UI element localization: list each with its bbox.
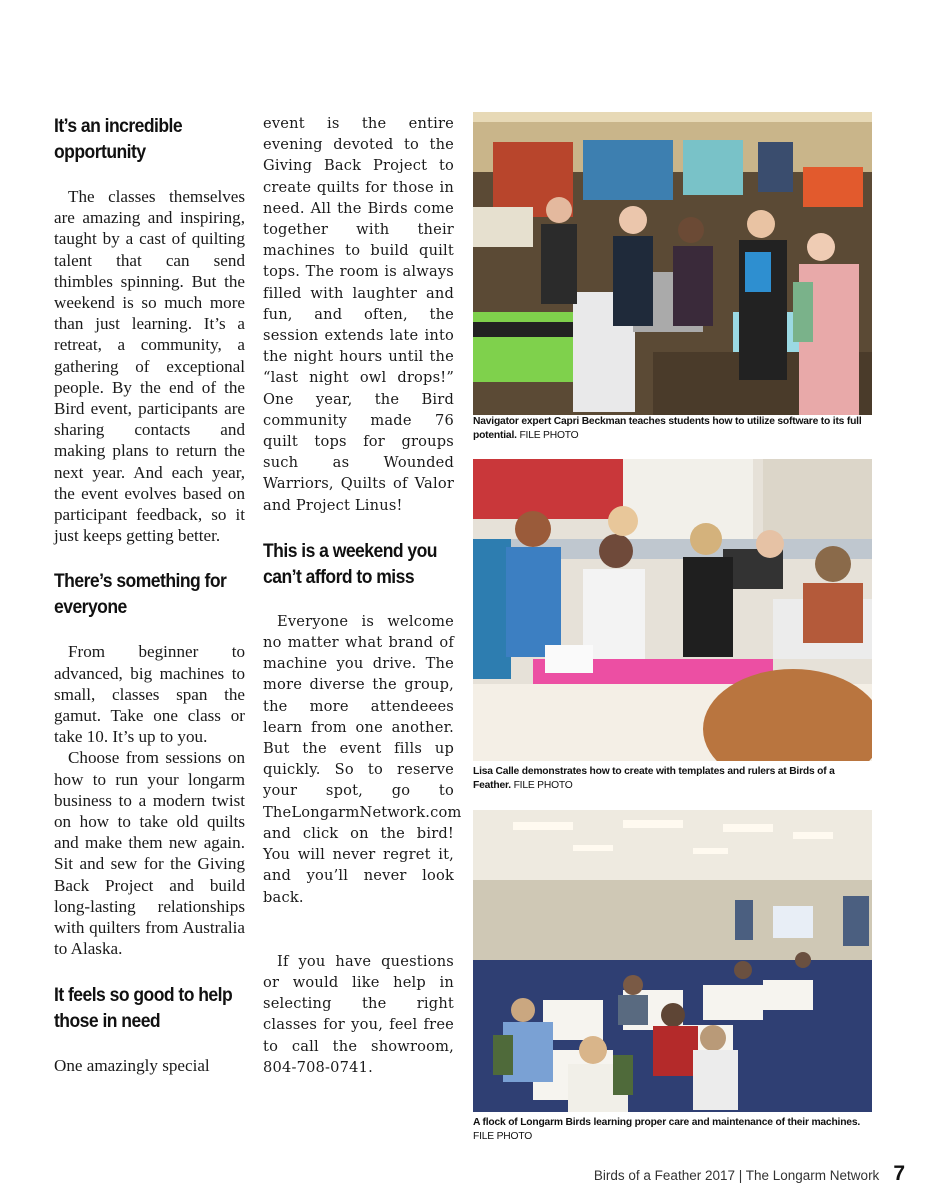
section-heading: It feels so good to help those in need [54, 983, 233, 1032]
paragraph: The classes themselves are amazing and inspiring, taught by a cast of quilting talent that can send thimbles spinning. But the weekend is so much more than just learning. It’s a retreat, a community, a gathering of exceptional people. By the end of the Bird event, participants are sharing contacts and making plans to return the next year. And each year, the event evolves based on participant feedback, so it just keeps getting better. [54, 187, 245, 546]
photo-maintenance-class [473, 810, 872, 1112]
photo-credit: FILE PHOTO [473, 1131, 533, 1142]
photo-credit: FILE PHOTO [519, 430, 579, 441]
paragraph: event is the entire evening devoted to the Giving Back Project to create quilts for those in need. All the Birds come together with their machines to build quilt tops. The room is always filled with laughter and fun, and often, the session extends late into the night hours until the “last night owl drops!” One year, the Bird community made 76 quilt tops for groups such as Wounded Warriors, Quilts of Valor and Project Linus! [263, 115, 454, 514]
photo-caption [473, 415, 872, 443]
page-footer [594, 1162, 905, 1186]
paragraph: If you have questions or would like help in selecting the right classes for you, feel free to call the showroom, 804-708-0741. [263, 952, 454, 1076]
photo-illustration [473, 459, 872, 761]
section-heading: It’s an incredible opportunity [54, 115, 183, 163]
photo-credit: FILE PHOTO [513, 780, 573, 791]
photo-templates-demo [473, 459, 872, 761]
footer-publication: Birds of a Feather 2017 | The Longarm Network [593, 1168, 880, 1183]
caption-text: Navigator expert Capri Beckman teaches students how to utilize software to its full potential. [473, 416, 862, 441]
photo-illustration [473, 112, 872, 415]
article-column-2 [263, 113, 462, 1078]
paragraph: One amazingly special [54, 1055, 210, 1075]
photo-caption [473, 765, 872, 793]
caption-text: Lisa Calle demonstrates how to create with templates and rulers at Birds of a Feather. [473, 766, 835, 791]
photo-illustration [473, 810, 872, 1112]
photo-caption [473, 1116, 872, 1144]
paragraph: Choose from sessions on how to run your longarm business to a modern twist on how to take old quilts and make them new again. Sit and sew for the Giving Back Project and build long-lasting relationships with quilters from Australia to Alaska. [54, 748, 245, 959]
article-column-1 [54, 113, 245, 1076]
section-heading: This is a weekend you can’t afford to miss [263, 539, 437, 588]
paragraph: Everyone is welcome no matter what brand of machine you drive. The more diverse the group, the more attendeees learn from one another. But the event fills up quickly. So to reserve your spot, go to TheLongarmNetwork.com and click on the bird! You will never regret it, and you’ll never look back. [263, 612, 462, 906]
page-number: 7 [893, 1162, 905, 1185]
photo-software-class [473, 112, 872, 415]
caption-text: A flock of Longarm Birds learning proper care and maintenance of their machines. [473, 1117, 861, 1128]
section-heading: There’s something for everyone [54, 570, 227, 619]
paragraph: From beginner to advanced, big machines to small, classes span the gamut. Take one class or take 10. It’s up to you. [54, 642, 245, 747]
